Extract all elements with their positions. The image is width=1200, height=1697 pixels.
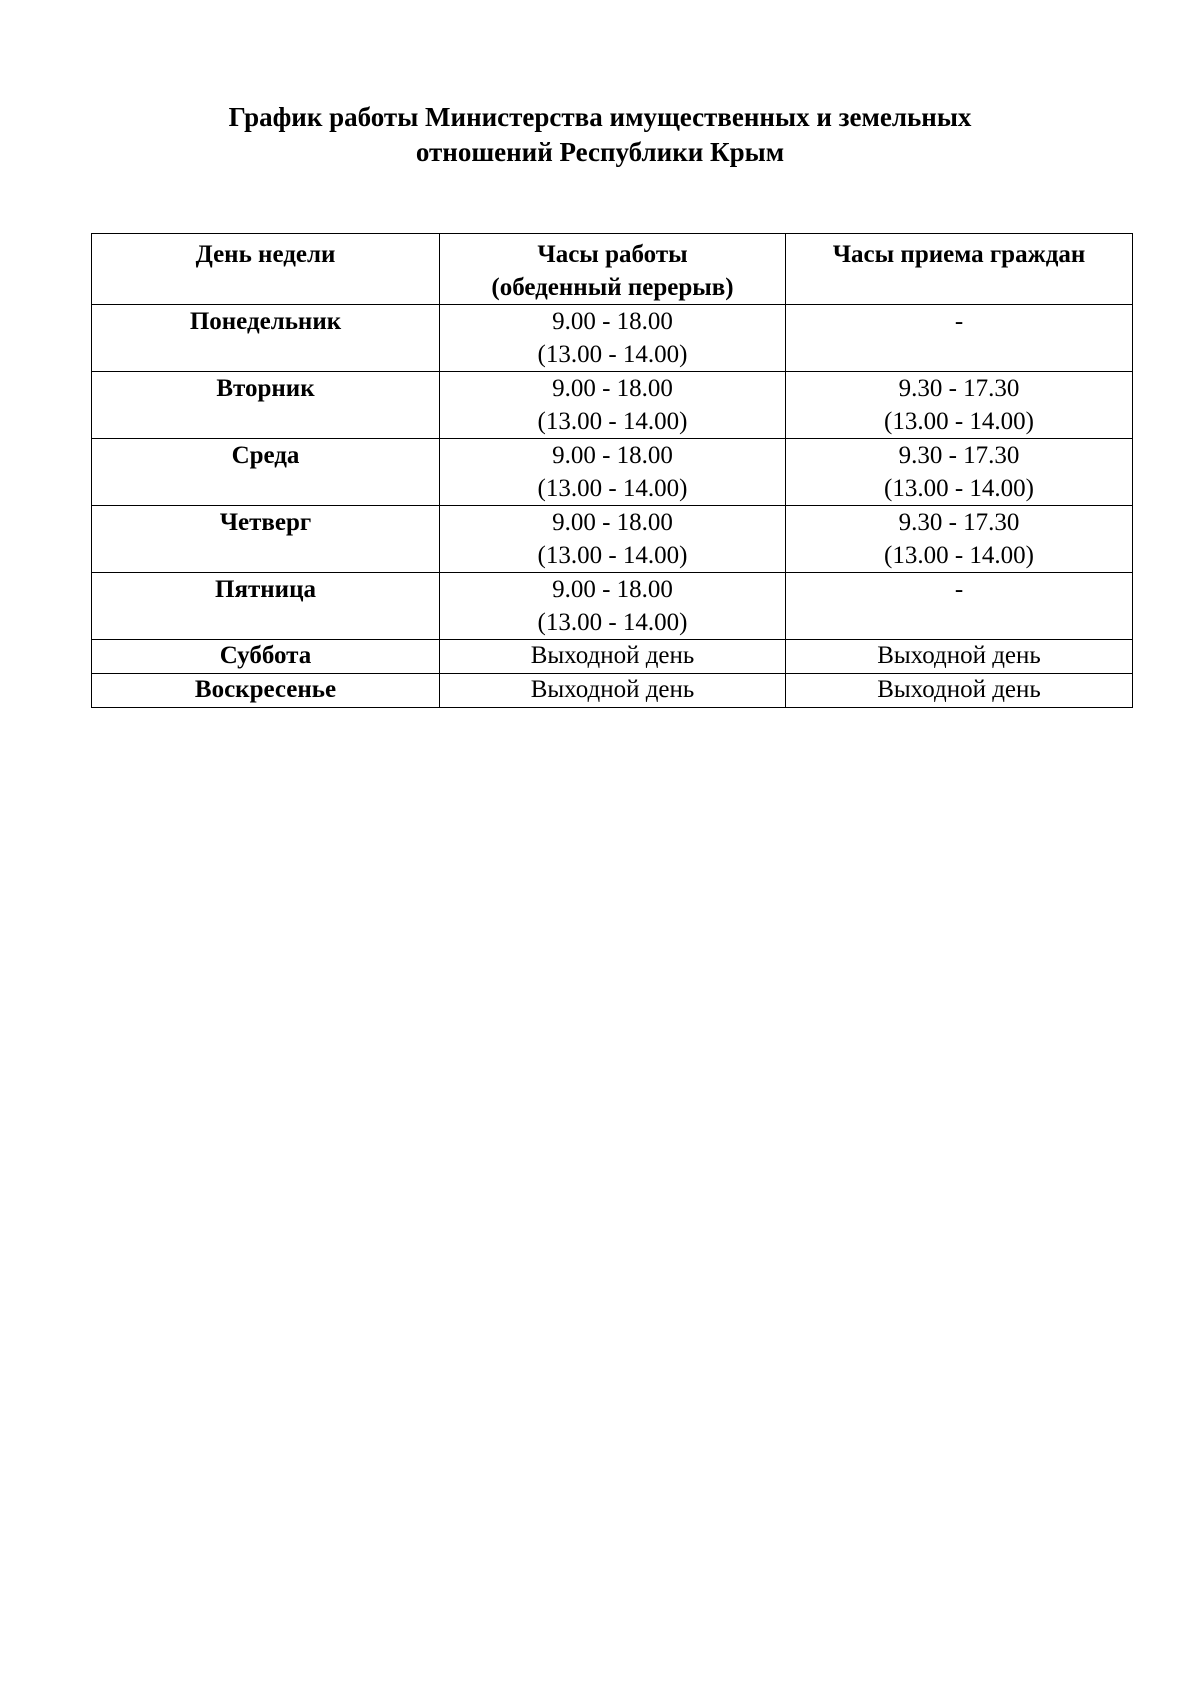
header-reception-hours: Часы приема граждан — [786, 234, 1133, 305]
day-cell: Понедельник — [92, 305, 440, 372]
table-row-sunday — [92, 674, 1133, 708]
work-hours-cell: Выходной день — [440, 674, 786, 708]
work-hours-cell: 9.00 - 18.00 (13.00 - 14.00) — [440, 439, 786, 506]
day-cell: Четверг — [92, 506, 440, 573]
work-hours-cell: 9.00 - 18.00 (13.00 - 14.00) — [440, 573, 786, 640]
reception-hours-cell: Выходной день — [786, 640, 1133, 674]
work-hours-cell: Выходной день — [440, 640, 786, 674]
work-schedule-table — [91, 233, 1133, 708]
header-day-of-week: День недели — [92, 234, 440, 305]
reception-hours-cell: Выходной день — [786, 674, 1133, 708]
reception-hours-cell: - — [786, 573, 1133, 640]
day-cell: Воскресенье — [92, 674, 440, 708]
reception-hours-cell: 9.30 - 17.30 (13.00 - 14.00) — [786, 506, 1133, 573]
day-cell: Среда — [92, 439, 440, 506]
work-hours-cell: 9.00 - 18.00 (13.00 - 14.00) — [440, 372, 786, 439]
day-cell: Вторник — [92, 372, 440, 439]
table-row-thursday — [92, 506, 1133, 573]
table-header-row — [92, 234, 1133, 305]
reception-hours-cell: - — [786, 305, 1133, 372]
page-title — [100, 100, 1100, 170]
table-row-saturday — [92, 640, 1133, 674]
day-cell: Суббота — [92, 640, 440, 674]
reception-hours-cell: 9.30 - 17.30 (13.00 - 14.00) — [786, 439, 1133, 506]
table-row-wednesday — [92, 439, 1133, 506]
table-row-friday — [92, 573, 1133, 640]
page-title-line-2: отношений Республики Крым — [415, 137, 785, 167]
table-row-tuesday — [92, 372, 1133, 439]
page-title-line-1: График работы Министерства имущественных и земельных — [228, 102, 972, 132]
work-hours-cell: 9.00 - 18.00 (13.00 - 14.00) — [440, 305, 786, 372]
day-cell: Пятница — [92, 573, 440, 640]
reception-hours-cell: 9.30 - 17.30 (13.00 - 14.00) — [786, 372, 1133, 439]
work-hours-cell: 9.00 - 18.00 (13.00 - 14.00) — [440, 506, 786, 573]
table-row-monday — [92, 305, 1133, 372]
header-work-hours: Часы работы (обеденный перерыв) — [440, 234, 786, 305]
